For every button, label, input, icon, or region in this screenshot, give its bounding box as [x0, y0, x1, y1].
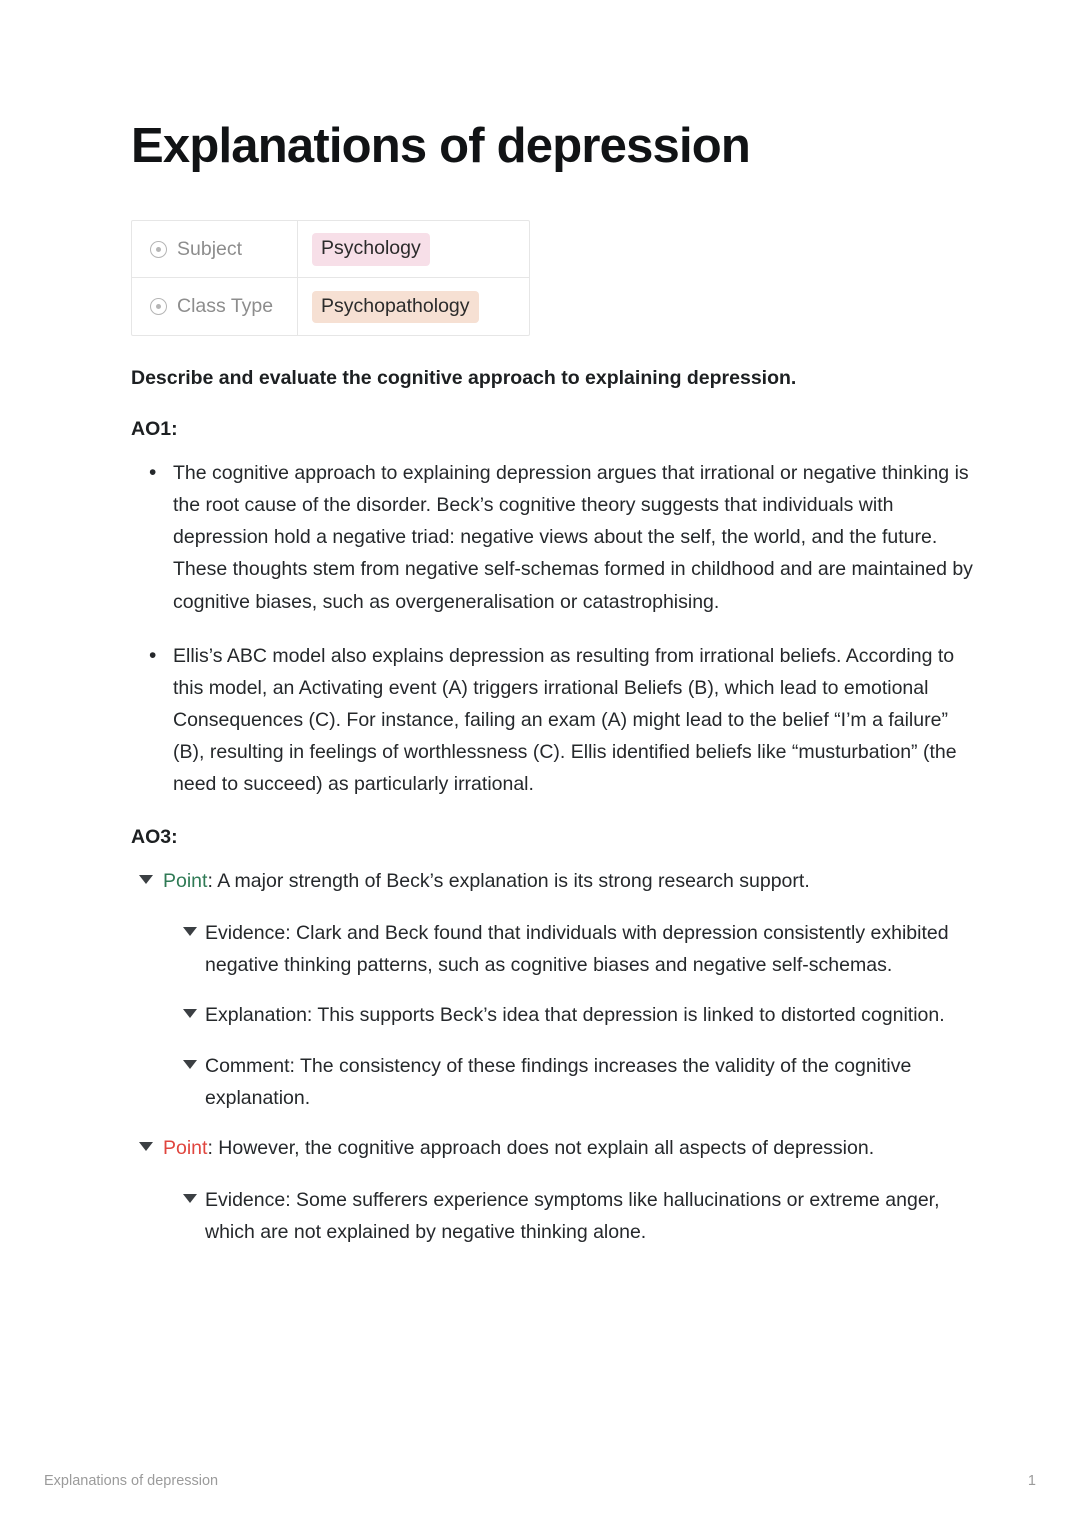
- point-label: Point: [163, 869, 208, 892]
- page-footer: [44, 1473, 1036, 1489]
- section-heading-ao1: AO1:: [131, 417, 178, 440]
- section-heading-ao3: AO3:: [131, 825, 178, 848]
- toggle-comment-1[interactable]: [173, 1050, 984, 1114]
- point-label: Point: [163, 1136, 208, 1159]
- ao3-content: [131, 865, 984, 1249]
- toggle-text: Evidence: Clark and Beck found that individuals with depression consistently exhibited negative thinking patterns, such as cognitive biases and negative self-schemas.: [205, 922, 949, 977]
- chevron-down-icon[interactable]: [183, 1194, 197, 1203]
- property-value-class-type[interactable]: [298, 278, 529, 335]
- property-row-class-type[interactable]: [132, 278, 529, 335]
- page-number: 1: [1027, 1473, 1036, 1489]
- toggle-point-1[interactable]: [131, 865, 984, 897]
- list-item: • Ellis’s ABC model also explains depression as resulting from irrational beliefs. According to this model, an Activating event (A) triggers irrational Beliefs (B), which lead to emotional Consequences (C). For instance, failing an exam (A) might lead to the belief “I’m a failure” (B), resulting in feelings of worthlessness (C). Ellis identified beliefs like “musturbation” (the need to succeed) as particularly irrational.: [131, 640, 984, 801]
- toggle-point-2[interactable]: [131, 1132, 984, 1164]
- property-key-label: Subject: [177, 237, 243, 260]
- toggle-explanation-1[interactable]: [173, 999, 984, 1031]
- select-property-icon: [150, 241, 167, 258]
- footer-title: Explanations of depression: [44, 1473, 219, 1489]
- toggle-text: Evidence: Some sufferers experience symptoms like hallucinations or extreme anger, which are not explained by negative thinking alone.: [205, 1189, 940, 1244]
- property-row-subject[interactable]: [132, 221, 529, 278]
- point-text: : However, the cognitive approach does not explain all aspects of depression.: [207, 1136, 875, 1159]
- property-table: [131, 220, 530, 336]
- chevron-down-icon[interactable]: [183, 1060, 197, 1069]
- tag-subject[interactable]: Psychology: [312, 233, 430, 265]
- chevron-down-icon[interactable]: [139, 875, 153, 884]
- ao1-bullet-list: [131, 457, 984, 801]
- property-value-subject[interactable]: [298, 221, 529, 277]
- property-key-label: Class Type: [177, 295, 274, 318]
- select-property-icon: [150, 298, 167, 315]
- toggle-text: Comment: The consistency of these findings increases the validity of the cognitive explanation.: [205, 1054, 912, 1109]
- list-item: • The cognitive approach to explaining depression argues that irrational or negative thinking is the root cause of the disorder. Beck’s cognitive theory suggests that individuals with depression hold a negative triad: negative views about the self, the world, and the future. These thoughts stem from negative self-schemas formed in childhood and are maintained by cognitive biases, such as overgeneralisation or catastrophising.: [131, 457, 984, 618]
- property-key-class-type: [132, 278, 298, 335]
- chevron-down-icon[interactable]: [139, 1142, 153, 1151]
- point-text: : A major strength of Beck’s explanation is its strong research support.: [207, 869, 810, 892]
- page-title: Explanations of depression: [131, 119, 751, 173]
- toggle-evidence-1[interactable]: [173, 917, 984, 981]
- toggle-text: Explanation: This supports Beck’s idea that depression is linked to distorted cognition.: [205, 1004, 945, 1027]
- chevron-down-icon[interactable]: [183, 927, 197, 936]
- toggle-evidence-2[interactable]: [173, 1184, 984, 1248]
- essay-question: Describe and evaluate the cognitive approach to explaining depression.: [131, 367, 797, 390]
- tag-class-type[interactable]: Psychopathology: [312, 291, 479, 323]
- chevron-down-icon[interactable]: [183, 1009, 197, 1018]
- property-key-subject: [132, 221, 298, 277]
